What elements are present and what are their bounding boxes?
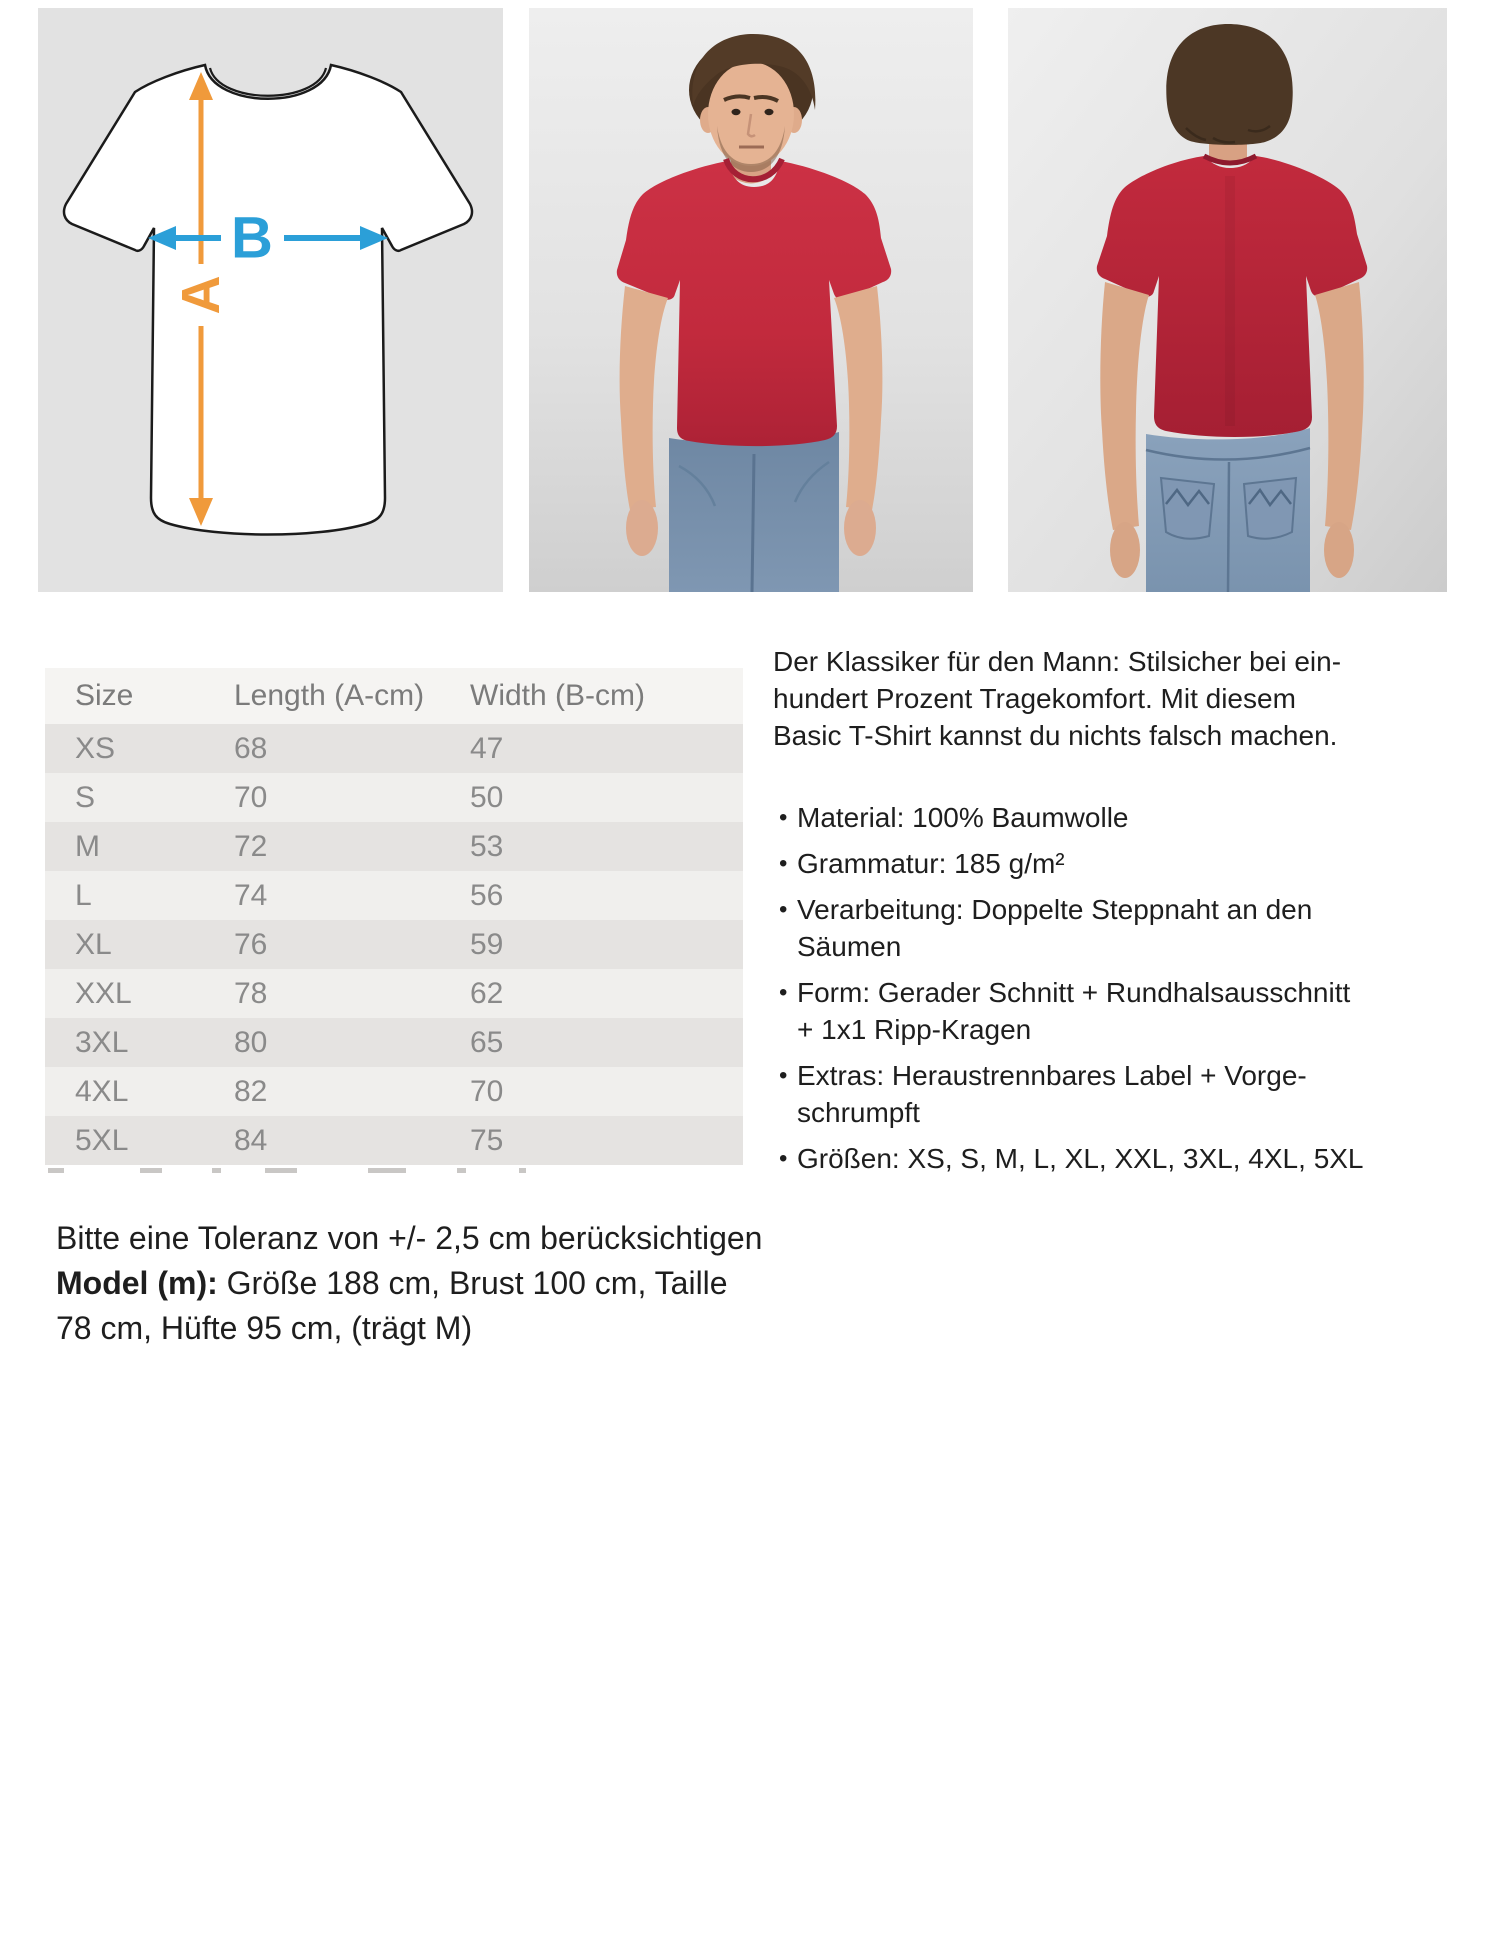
feature-text: schrumpft	[797, 1097, 920, 1128]
cell-length: 70	[234, 780, 268, 814]
table-row	[45, 822, 743, 871]
tshirt-outline	[64, 65, 472, 535]
cell-width: 53	[470, 829, 504, 863]
cell-size: M	[75, 829, 100, 863]
cell-length: 74	[234, 878, 268, 912]
cell-length: 82	[234, 1074, 268, 1108]
bullet-dot: •	[779, 804, 788, 831]
list-item	[773, 799, 1453, 836]
bullet-dot: •	[779, 850, 788, 877]
table-row	[45, 773, 743, 822]
description-line: Der Klassiker für den Mann: Stilsicher bei ein-	[773, 646, 1342, 677]
tshirt-measurement-diagram	[38, 8, 503, 592]
cell-size: L	[75, 878, 92, 912]
cell-width: 65	[470, 1025, 504, 1059]
back-pocket-left	[1161, 478, 1214, 539]
feature-text: Material: 100% Baumwolle	[797, 802, 1129, 833]
hand-right	[844, 500, 876, 556]
product-description	[773, 643, 1453, 1186]
model-info-text: Größe 188 cm, Brust 100 cm, Taille	[217, 1265, 728, 1301]
size-table-header	[45, 668, 743, 724]
table-row	[45, 969, 743, 1018]
hair-back-head	[1166, 24, 1292, 145]
cell-width: 56	[470, 878, 504, 912]
table-row	[45, 1018, 743, 1067]
cell-size: 3XL	[75, 1025, 129, 1059]
feature-text: Form: Gerader Schnitt + Rundhalsausschnitt	[797, 977, 1351, 1008]
cell-size: 4XL	[75, 1074, 129, 1108]
hand-right	[1324, 522, 1354, 578]
list-item	[773, 1140, 1453, 1177]
feature-text: Extras: Heraustrennbares Label + Vorge-	[797, 1060, 1307, 1091]
table-row	[45, 1116, 743, 1165]
label-b: B	[231, 205, 273, 271]
feature-text: Verarbeitung: Doppelte Steppnaht an den	[797, 894, 1313, 925]
cell-size: XS	[75, 731, 116, 765]
table-row	[45, 871, 743, 920]
description-line: hundert Prozent Tragekomfort. Mit diesem	[773, 683, 1296, 714]
model-info-line	[56, 1261, 876, 1306]
feature-text: Grammatur: 185 g/m²	[797, 848, 1065, 879]
cell-width: 50	[470, 780, 504, 814]
cell-length: 84	[234, 1123, 268, 1157]
list-item	[773, 1057, 1453, 1131]
size-table	[45, 668, 743, 1165]
model-label: Model (m):	[56, 1265, 218, 1301]
hand-left	[1110, 522, 1140, 578]
eye-left	[732, 109, 741, 115]
feature-list	[773, 799, 1453, 1177]
cell-width: 47	[470, 731, 504, 765]
eye-right	[765, 109, 774, 115]
feature-text: Größen: XS, S, M, L, XL, XXL, 3XL, 4XL, 5XL	[797, 1143, 1364, 1174]
column-header-size: Size	[75, 679, 134, 712]
back-pocket-right	[1244, 478, 1296, 539]
tolerance-note	[56, 1216, 876, 1351]
bullet-dot: •	[779, 896, 788, 923]
table-row	[45, 1067, 743, 1116]
size-diagram-image	[38, 8, 503, 592]
cell-size: 5XL	[75, 1123, 129, 1157]
cell-width: 59	[470, 927, 504, 961]
label-a: A	[171, 275, 231, 315]
model-back-photo	[1008, 8, 1447, 592]
list-item	[773, 845, 1453, 882]
table-row	[45, 920, 743, 969]
model-front-photo	[529, 8, 973, 592]
jeans-fly	[752, 454, 754, 592]
jeans-center-seam	[1228, 462, 1229, 592]
feature-text: + 1x1 Ripp-Kragen	[797, 1014, 1032, 1045]
cell-length: 78	[234, 976, 268, 1010]
cell-length: 68	[234, 731, 268, 765]
cell-length: 72	[234, 829, 268, 863]
cell-length: 76	[234, 927, 268, 961]
cell-width: 62	[470, 976, 504, 1010]
description-line: Basic T-Shirt kannst du nichts falsch machen.	[773, 720, 1338, 751]
tolerance-line: Bitte eine Toleranz von +/- 2,5 cm berücksichtigen	[56, 1220, 763, 1256]
cell-size: XXL	[75, 976, 132, 1010]
clipped-row-artifact	[45, 1168, 743, 1176]
list-item	[773, 891, 1453, 965]
column-header-length: Length (A-cm)	[234, 679, 425, 712]
feature-text: Säumen	[797, 931, 902, 962]
bullet-dot: •	[779, 1062, 788, 1089]
model-front-illustration	[529, 8, 973, 592]
list-item	[773, 974, 1453, 1048]
model-back-illustration	[1008, 8, 1447, 592]
cell-size: XL	[75, 927, 112, 961]
cell-length: 80	[234, 1025, 268, 1059]
cell-size: S	[75, 780, 96, 814]
cell-width: 75	[470, 1123, 504, 1157]
cell-width: 70	[470, 1074, 504, 1108]
column-header-width: Width (B-cm)	[470, 679, 645, 712]
bullet-dot: •	[779, 1145, 788, 1172]
model-info-line2: 78 cm, Hüfte 95 cm, (trägt M)	[56, 1310, 473, 1346]
bullet-dot: •	[779, 979, 788, 1006]
table-row	[45, 724, 743, 773]
hand-left	[626, 500, 658, 556]
